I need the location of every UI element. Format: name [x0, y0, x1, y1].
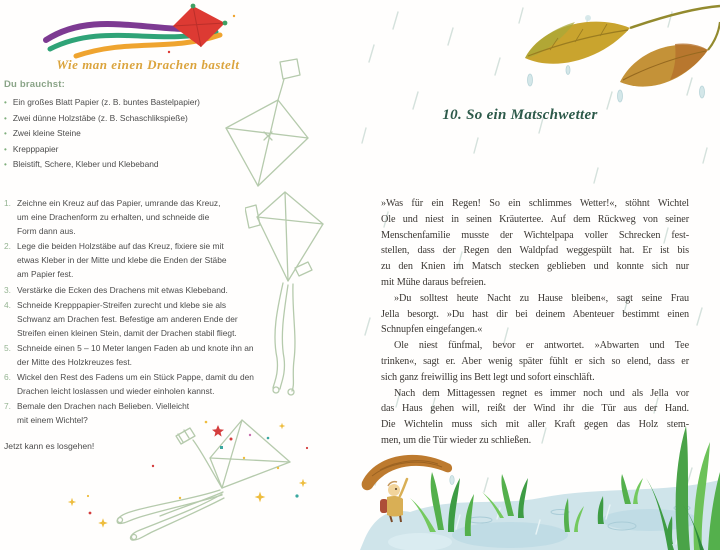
story-line: Die Wichtelin muss sich mit aller Kraft gegen das Holz stem-: [381, 419, 689, 431]
story-line: sich ganz freiwillig ins Bett legt und sofort einschläft.: [381, 371, 595, 383]
rainbow-swoosh-red-kite-illustration: [38, 2, 243, 60]
step-line: Schwanz am Drachen fest. Befestige am anderen Ende der: [17, 313, 238, 324]
step-item: [4, 298, 304, 340]
story-line: Nach dem Mittagessen regnet es immer noch und als Jella vor: [394, 387, 689, 399]
step-line: Zeichne ein Kreuz auf das Papier, umrande das Kreuz,: [17, 198, 221, 208]
step-item: [4, 196, 304, 238]
story-line: »Du solltest heute Nacht zu Hause bleiben«, sagt seine Frau: [394, 292, 689, 304]
material-label: Bleistift, Schere, Kleber und Klebeband: [12, 159, 159, 169]
story-line: men, um die Tür wieder zu schließen.: [381, 434, 532, 446]
material-item: [4, 157, 200, 173]
step-line: Drachen leicht loslassen und wieder einholen kannst.: [17, 386, 215, 397]
autumn-leaves-illustration: [480, 0, 720, 115]
story-line: zu den Knien im Matsch stecken geblieben und konnte sich nur: [381, 261, 689, 273]
pond-scene-with-gnome-illustration: [360, 420, 720, 550]
bullet-icon: •: [4, 144, 7, 154]
story-line: trinken«, sagt er. Aber wenig später fühlt er sich so elend, dass er: [381, 355, 689, 367]
bullet-icon: •: [4, 129, 7, 138]
step-number: 1.: [4, 198, 11, 208]
step-item: [4, 239, 304, 281]
story-line: Ole niest fünfmal, bevor er antwortet. »Abwarten und Tee: [394, 340, 689, 352]
step-line: Schneide Krepppapier-Streifen zurecht und klebe sie als: [17, 299, 227, 310]
story-line: Menschenfamilie musste der Wichtelpapa voller Schrecken fest-: [381, 229, 689, 241]
material-item: [4, 142, 200, 158]
story-text: [381, 196, 689, 449]
story-line: »Was für ein Regen! So ein schlimmes Wetter!«, stöhnt Wichtel: [381, 198, 689, 209]
craft-title: Wie man einen Drachen bastelt: [56, 57, 240, 72]
right-page: [360, 0, 720, 550]
step-number: 7.: [4, 401, 11, 412]
step-line: Verstärke die Ecken des Drachens mit etwas Klebeband.: [17, 284, 228, 295]
step-number: 4.: [4, 299, 11, 310]
story-line: Ole und niest in seinen Kräutertee. Auf dem Rückweg von seiner: [381, 213, 689, 225]
step-item: [4, 341, 304, 369]
bullet-icon: •: [4, 160, 7, 169]
step-line: am Papier fest.: [17, 269, 74, 280]
instruction-steps: [4, 196, 304, 429]
step-line: Schneide einen 5 – 10 Meter langen Faden ab und knote ihn an: [17, 342, 254, 353]
step-line: mit einem Wichtel?: [17, 415, 88, 426]
bullet-icon: •: [4, 113, 7, 123]
step-number: 5.: [4, 342, 11, 353]
material-item: [4, 95, 200, 111]
step-line: Bemale den Drachen nach Belieben. Vielleicht: [17, 401, 190, 412]
material-item: [4, 126, 200, 142]
chapter-title: 10. So ein Matschwetter: [442, 107, 598, 123]
material-item: [4, 111, 200, 127]
story-paragraph: [381, 291, 689, 338]
story-line: das Haus gehen will, reißt der Wind ihr die Tür aus der Hand.: [381, 403, 689, 415]
story-line: mit Mühe daraus befreien.: [381, 276, 486, 288]
step-line: um eine Drachenform zu erhalten, und schneide die: [17, 212, 210, 223]
material-label: Ein großes Blatt Papier (z. B. buntes Bastelpapier): [12, 97, 200, 107]
closing-line: Jetzt kann es losgehen!: [4, 441, 95, 451]
bullet-icon: •: [4, 98, 7, 107]
step-number: 3.: [4, 284, 11, 295]
story-paragraph: [381, 196, 689, 291]
story-line: Schnupfen eingefangen.«: [381, 324, 483, 336]
material-label: Zwei kleine Steine: [12, 128, 81, 138]
kite-sketch-outline-1: [222, 58, 322, 188]
materials-list: [4, 95, 200, 173]
step-line: Lege die beiden Holzstäbe auf das Kreuz, fixiere sie mit: [17, 241, 224, 252]
step-line: Form dann aus.: [17, 226, 76, 237]
kite-sketch-flying-with-confetti: [60, 408, 320, 548]
step-line: Streifen einen kleinen Stein, damit der Drachen stabil fliegt.: [17, 327, 237, 338]
materials-heading: Du brauchst:: [4, 79, 65, 90]
step-item: [4, 370, 304, 398]
step-line: etwas Kleber in der Mitte und klebe die Enden der Stäbe: [17, 255, 227, 266]
story-paragraph: [381, 338, 689, 385]
step-item: [4, 283, 304, 297]
story-line: Jella besorgt. »Du hast dir bei deinem Abenteuer bestimmt einen: [381, 308, 689, 320]
step-number: 2.: [4, 241, 11, 252]
material-label: Krepppapier: [12, 143, 59, 154]
material-label: Zwei dünne Holzstäbe (z. B. Schaschlikspieße): [12, 112, 188, 123]
step-line: der Mitte des Holzkreuzes fest.: [17, 357, 132, 368]
step-number: 6.: [4, 372, 11, 383]
story-line: stellen, dass der Regen den Waldpfad weggespült hat. Er ist bis: [381, 245, 689, 257]
step-line: Wickel den Rest des Fadens um ein Stück Pappe, damit du den: [17, 372, 254, 383]
